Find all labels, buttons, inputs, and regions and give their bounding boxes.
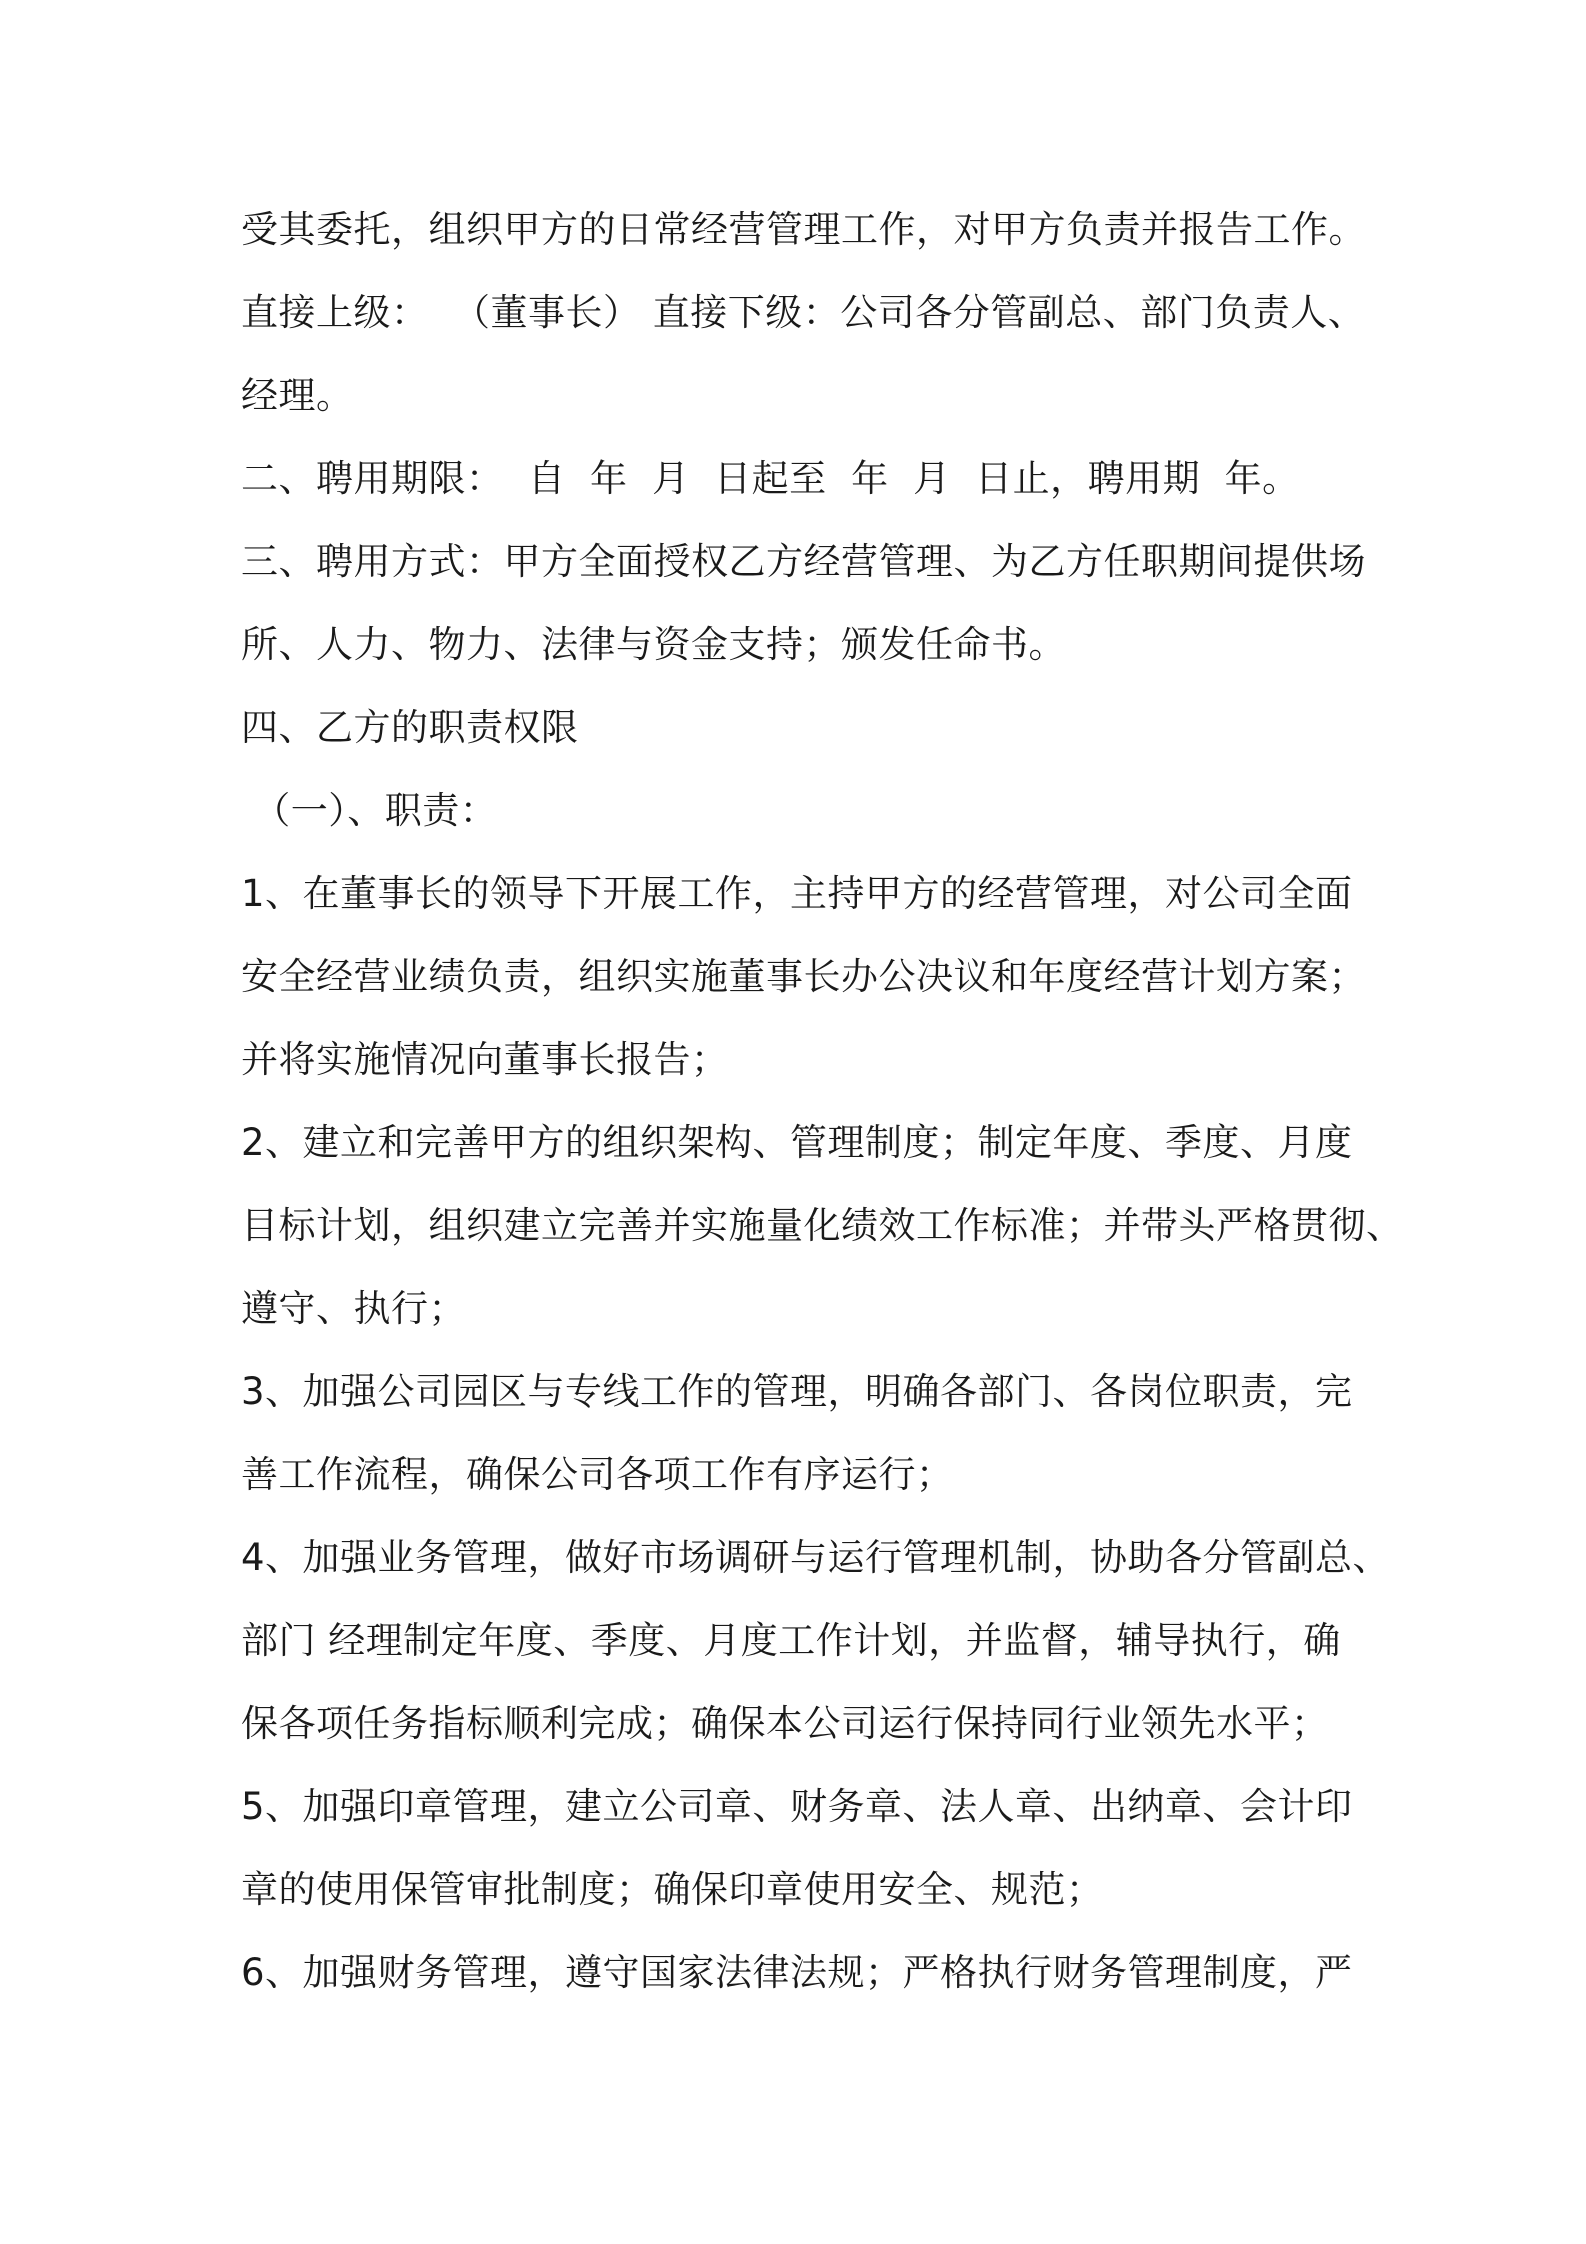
text-line: 部门 经理制定年度、季度、月度工作计划，并监督，辅导执行，确 [241, 1619, 1341, 1662]
text-line: 6、加强财务管理，遵守国家法律法规；严格执行财务管理制度，严 [241, 1951, 1353, 1994]
text-line: 经理。 [241, 374, 354, 417]
text-line: 并将实施情况向董事长报告； [241, 1038, 729, 1081]
text-line: 直接上级： （董事长） 直接下级：公司各分管副总、部门负责人、 [241, 291, 1366, 334]
text-line: 所、人力、物力、法律与资金支持；颁发任命书。 [241, 623, 1066, 666]
text-line: 5、加强印章管理，建立公司章、财务章、法人章、出纳章、会计印 [241, 1785, 1353, 1828]
text-line: 遵守、执行； [241, 1287, 466, 1330]
section-heading: 四、乙方的职责权限 [241, 706, 579, 749]
subsection-heading: （一）、职责： [241, 789, 498, 832]
text-line: 二、聘用期限： 自 年 月 日起至 年 月 日止，聘用期 年。 [241, 457, 1300, 500]
text-line: 章的使用保管审批制度；确保印章使用安全、规范； [241, 1868, 1104, 1911]
text-line: 4、加强业务管理，做好市场调研与运行管理机制，协助各分管副总、 [241, 1536, 1391, 1579]
text-line: 目标计划，组织建立完善并实施量化绩效工作标准；并带头严格贯彻、 [241, 1204, 1404, 1247]
text-line: 三、聘用方式：甲方全面授权乙方经营管理、为乙方任职期间提供场 [241, 540, 1366, 583]
text-line: 2、建立和完善甲方的组织架构、管理制度；制定年度、季度、月度 [241, 1121, 1353, 1164]
text-line: 1、在董事长的领导下开展工作，主持甲方的经营管理，对公司全面 [241, 872, 1353, 915]
text-line: 受其委托，组织甲方的日常经营管理工作，对甲方负责并报告工作。 [241, 208, 1366, 251]
text-line: 保各项任务指标顺利完成；确保本公司运行保持同行业领先水平； [241, 1702, 1329, 1745]
text-line: 善工作流程，确保公司各项工作有序运行； [241, 1453, 954, 1496]
text-line: 安全经营业绩负责，组织实施董事长办公决议和年度经营计划方案； [241, 955, 1366, 998]
text-line: 3、加强公司园区与专线工作的管理，明确各部门、各岗位职责，完 [241, 1370, 1353, 1413]
